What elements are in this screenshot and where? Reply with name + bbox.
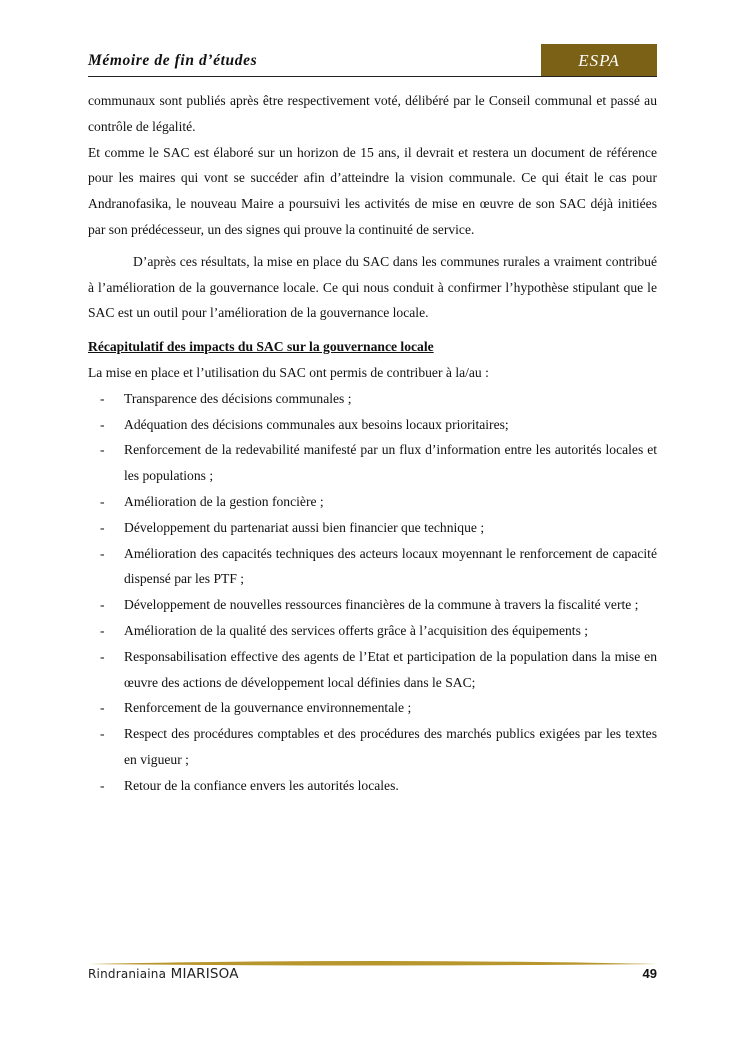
bullet-dash: -: [100, 700, 105, 716]
footer-author: [88, 966, 239, 982]
list-item: [88, 592, 657, 618]
list-item-text: Retour de la confiance envers les autorités locales.: [124, 777, 399, 793]
paragraph-1: communaux sont publiés après être respectivement voté, délibéré par le Conseil communal et passé au contrôle de légalité.: [88, 93, 657, 134]
list-item-text: Amélioration de la qualité des services offerts grâce à l’acquisition des équipements ;: [124, 622, 589, 638]
bullet-dash: -: [100, 442, 105, 458]
author-first-name: Rindraniaina: [88, 967, 167, 981]
list-item: [88, 695, 657, 721]
bullet-dash: -: [100, 416, 105, 432]
paragraph-2: Et comme le SAC est élaboré sur un horizon de 15 ans, il devrait et restera un document de référence pour les maires qui vont se succéder afin d’atteindre la vision communale. Ce qui était le cas pour Andranofasika, le nouveau Maire a poursuivi les activités de mise en œuvre de son SAC déjà initiées par son prédécesseur, un des signes qui prouve la continuité de service.: [88, 144, 657, 237]
list-item: [88, 644, 657, 696]
header-rule: [88, 76, 657, 77]
list-item-text: Transparence des décisions communales ;: [124, 390, 352, 406]
list-item-text: Amélioration de la gestion foncière ;: [124, 493, 324, 509]
list-item: [88, 489, 657, 515]
bullet-dash: -: [100, 726, 105, 742]
page-number: 49: [642, 966, 657, 981]
bullet-dash: -: [100, 597, 105, 613]
bullet-dash: -: [100, 622, 105, 638]
list-item-text: Responsabilisation effective des agents de l’Etat et participation de la population dans la mise en œuvre des actions de développement local définies dans le SAC;: [124, 648, 657, 690]
page-content: [88, 88, 657, 799]
list-intro: La mise en place et l’utilisation du SAC ont permis de contribuer à la/au :: [88, 364, 489, 380]
impact-list: [88, 386, 657, 799]
list-item-text: Renforcement de la gouvernance environnementale ;: [124, 700, 412, 716]
bullet-dash: -: [100, 493, 105, 509]
list-item: [88, 437, 657, 489]
list-item: [88, 515, 657, 541]
list-item: [88, 386, 657, 412]
list-item: [88, 618, 657, 644]
bullet-dash: -: [100, 648, 105, 664]
page-header: [88, 44, 657, 77]
list-item: [88, 773, 657, 799]
list-item: [88, 541, 657, 593]
list-item-text: Développement de nouvelles ressources financières de la commune à travers la fiscalité verte ;: [124, 597, 639, 613]
bullet-dash: -: [100, 390, 105, 406]
list-item-text: Respect des procédures comptables et des procédures des marchés publics exigées par les textes en vigueur ;: [124, 726, 657, 767]
list-item: [88, 412, 657, 438]
list-item-text: Développement du partenariat aussi bien financier que technique ;: [124, 519, 485, 535]
paragraph-3: D’après ces résultats, la mise en place du SAC dans les communes rurales a vraiment contribué à l’amélioration de la gouvernance locale. Ce qui nous conduit à confirmer l’hypothèse stipulant que le SAC est un outil pour l’amélioration de la gouvernance locale.: [88, 253, 657, 321]
list-item: [88, 721, 657, 773]
author-last-name: MIARISOA: [170, 966, 239, 982]
list-item-text: Amélioration des capacités techniques des acteurs locaux moyennant le renforcement de capacité dispensé par les PTF ;: [124, 545, 657, 587]
header-badge-espa: ESPA: [541, 44, 657, 77]
section-heading: Récapitulatif des impacts du SAC sur la gouvernance locale: [88, 339, 434, 355]
bullet-dash: -: [100, 519, 105, 535]
list-item-text: Renforcement de la redevabilité manifesté par un flux d’information entre les autorités locales et les populations ;: [124, 442, 657, 484]
bullet-dash: -: [100, 545, 105, 561]
list-item-text: Adéquation des décisions communales aux besoins locaux prioritaires;: [124, 416, 509, 432]
header-title: Mémoire de fin d’études: [88, 52, 258, 69]
bullet-dash: -: [100, 777, 105, 793]
